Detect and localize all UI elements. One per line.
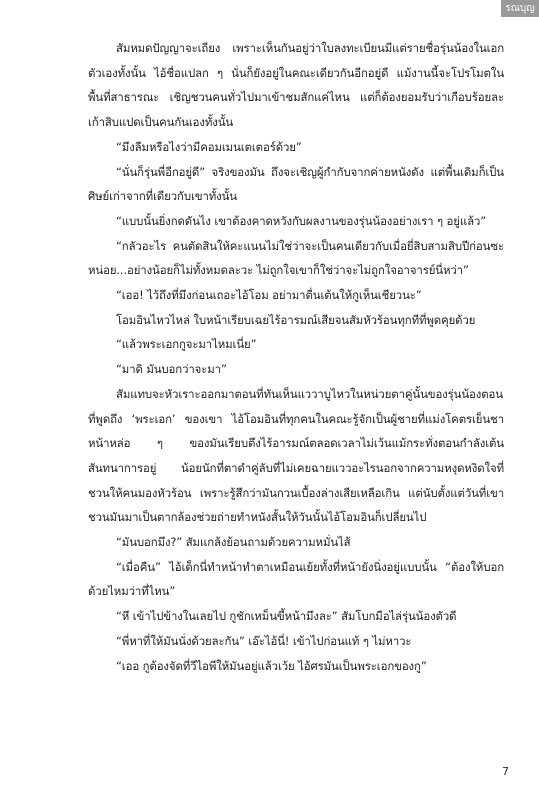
- page-number: 7: [502, 765, 509, 778]
- paragraph: “กลัวอะไร คนตัดสินให้คะแนนไม่ใช่ว่าจะเป็นคนเดียวกับเมื่อยี่สิบสามสิบปีก่อนซะหน่อย...อย่างน้อยก็ไม่ทั้งหมดละวะ ไม่ถูกใจเขาก็ใช่ว่าจะไม่ถูกใจอาจารย์นี่หว่า”: [88, 238, 504, 278]
- paragraph: “พี่หาที่ให้มันนั่งด้วยละกัน” เอ๊ะไอ้นี่! เข้าไปก่อนแท้ ๆ ไม่หาวะ: [116, 633, 412, 648]
- paragraph: “มาดิ มันบอกว่าจะมา”: [116, 362, 227, 377]
- paragraph: “มันบอกมึง?” สัมแกล้งย้อนถามด้วยความหมั่นไส้: [116, 535, 351, 550]
- paragraph: “แล้วพระเอกกูจะมาไหมเนี่ย”: [116, 337, 257, 352]
- page-body: [88, 36, 504, 678]
- paragraph: โอมอินไหวไหล่ ใบหน้าเรียบเฉยไร้อารมณ์เสียจนสัมหัวร้อนทุกทีที่พูดคุยด้วย: [116, 312, 476, 327]
- paragraph: “เมื่อคืน” ไอ้เด็กนี่ทำหน้าทำตาเหมือนเย้ยทั้งที่หน้ายังนิ่งอยู่แบบนั้น “ต้องให้บอกด้วยไหมว่าที่ไหน”: [88, 559, 504, 599]
- paragraph: “แบบนั้นยิ่งกดดันไง เขาต้องคาดหวังกับผลงานของรุ่นน้องอย่างเรา ๆ อยู่แล้ว”: [116, 213, 487, 228]
- paragraph: “เออ! ไว้ถึงที่มึงก่อนเถอะไอ้โอม อย่ามาตื่นเต้นให้กูเห็นเชียวนะ”: [116, 288, 422, 303]
- paragraph: “เออ กูต้องจัดที่วีไอพีให้มันอยู่แล้วเว้ย ไอ้ศรมันเป็นพระเอกของกู”: [116, 658, 427, 673]
- publisher-badge: รณบุญ: [501, 0, 539, 17]
- paragraph: สัมหมดปัญญาจะเถียง เพราะเห็นกันอยู่ว่าใบลงทะเบียนมีแต่รายชื่อรุ่นน้องในเอกตัวเองทั้งนั้น ไอ้ชื่อแปลก ๆ นั่นก็ยังอยู่ในคณะเดียวกันอีกอยู่ดี แม้งานนี้จะโปรโมตในพื้นที่สาธารณะ เชิญชวนคนทั่วไปมาเข้าชมสักแค่ไหน แต่ก็ต้องยอมรับว่าเกือบร้อยละเก้าสิบแปดเป็นคนกันเองทั้งนั้น: [88, 41, 504, 130]
- paragraph: “มึงลืมหรือไงว่ามีคอมเมนเตเตอร์ด้วย”: [116, 139, 302, 154]
- paragraph: “นั่นก็รุ่นพี่อีกอยู่ดี” จริงของมัน ถึงจะเชิญผู้กำกับจากค่ายหนังดัง แต่พื้นเดิมก็เป็นศิษย์เก่าจากที่เดียวกับเขาทั้งนั้น: [88, 164, 504, 204]
- paragraph: สัมแทบจะหัวเราะออกมาตอนที่ทันเห็นแววาบูไหวในหน่วยตาคู่นั้นของรุ่นน้องตอนที่พูดถึง ‘พระเอก’ ของเขา ไอ้โอมอินที่ทุกคนในคณะรู้จักเป็นผู้ชายที่แม่งโคตรเย็นชา หน้าหล่อ ๆ ของมันเรียบตึงไร้อารมณ์ตลอดเวลาไม่เว้นแม้กระทั่งตอนกำลังเต้นสันทนาการอยู่ น้อยนักที่ตาดำคู่ลับที่ไม่เคยฉายแววอะไรนอกจากความหงุดหงิดใจที่ชวนให้คนมองหัวร้อน เพราะรู้สึกว่ามันกวนเบื้องล่างเสียเหลือเกิน แต่นับตั้งแต่วันที่เขาชวนมันมาเป็นตากล้องช่วยถ่ายทำหนังสั้นให้วันนั้นไอ้โอมอินก็เปลี่ยนไป: [88, 386, 504, 525]
- paragraph: “หึ เข้าไปข้างในเลยไป กูชักเหม็นขี้หน้ามึงละ” สัมโบกมือไล่รุ่นน้องตัวดี: [116, 609, 457, 624]
